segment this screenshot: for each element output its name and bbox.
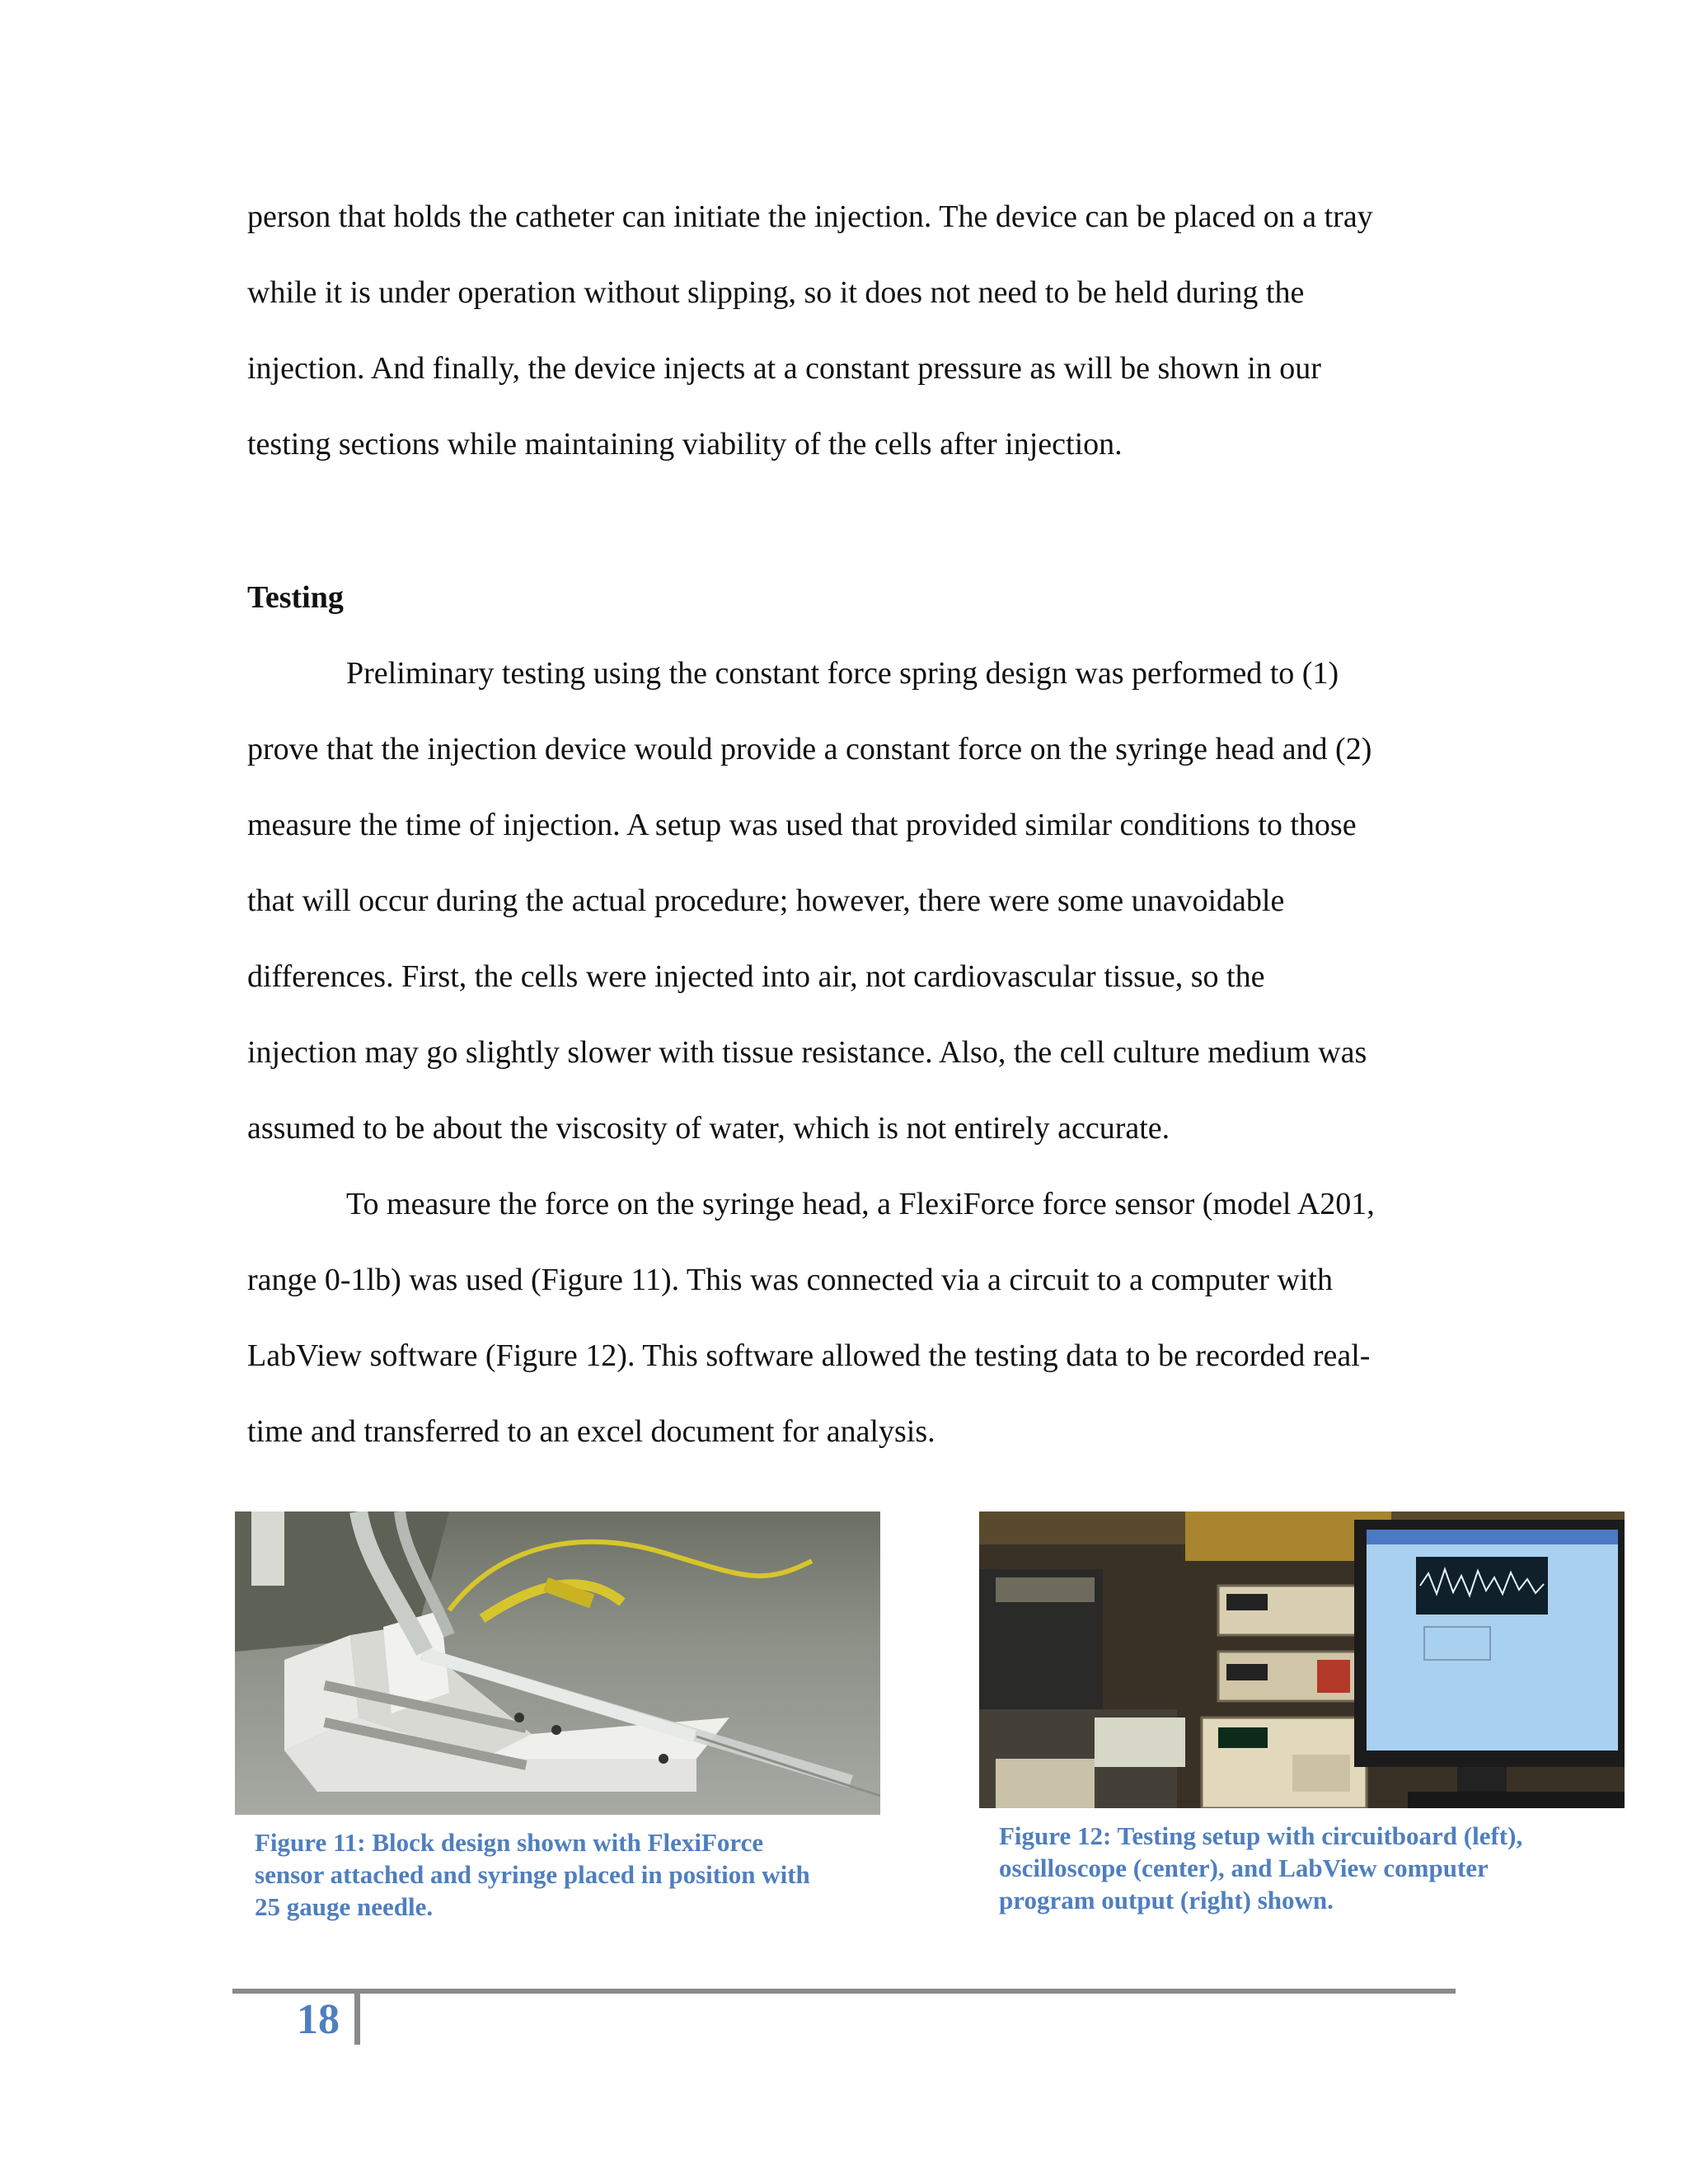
caption-line: 25 gauge needle.	[255, 1892, 434, 1921]
caption-line: Figure 12: Testing setup with circuitboard (left),	[999, 1821, 1523, 1850]
text-line: assumed to be about the viscosity of water, which is not entirely accurate.	[247, 1111, 1170, 1146]
footer-divider	[354, 1994, 360, 2045]
caption-line: Figure 11: Block design shown with FlexiForce	[255, 1828, 764, 1857]
text-line: testing sections while maintaining viability of the cells after injection.	[247, 427, 1123, 462]
footer-rule	[232, 1989, 1456, 1994]
page-number: 18	[297, 1996, 340, 2043]
text-line: measure the time of injection. A setup was used that provided similar conditions to those	[247, 808, 1357, 842]
text-line: range 0-1lb) was used (Figure 11). This was connected via a circuit to a computer with	[247, 1263, 1333, 1297]
figure-12-photo	[979, 1511, 1625, 1808]
text-line: person that holds the catheter can initiate the injection. The device can be placed on a tray	[247, 199, 1373, 234]
text-line: LabView software (Figure 12). This software allowed the testing data to be recorded real-	[247, 1338, 1371, 1373]
text-line: injection may go slightly slower with tissue resistance. Also, the cell culture medium was	[247, 1035, 1367, 1070]
caption-line: program output (right) shown.	[999, 1886, 1334, 1915]
testing-setup-illustration	[979, 1511, 1625, 1808]
text-line: To measure the force on the syringe head, a FlexiForce force sensor (model A201,	[346, 1187, 1375, 1221]
figure-11-photo	[235, 1511, 880, 1815]
section-heading: Testing	[247, 580, 344, 615]
figure-12-caption	[999, 1820, 1522, 1916]
text-line: differences. First, the cells were injected into air, not cardiovascular tissue, so the	[247, 959, 1265, 994]
text-line: while it is under operation without slipping, so it does not need to be held during the	[247, 275, 1305, 310]
caption-line: sensor attached and syringe placed in position with	[255, 1860, 810, 1889]
injection-device-illustration	[235, 1511, 880, 1815]
text-line: time and transferred to an excel document for analysis.	[247, 1414, 935, 1449]
text-line: that will occur during the actual procedure; however, there were some unavoidable	[247, 883, 1285, 918]
figure-11-caption	[255, 1826, 810, 1923]
text-line: injection. And finally, the device injects at a constant pressure as will be shown in our	[247, 351, 1321, 386]
text-line: prove that the injection device would provide a constant force on the syringe head and (2)	[247, 732, 1372, 766]
caption-line: oscilloscope (center), and LabView computer	[999, 1854, 1489, 1882]
text-line: Preliminary testing using the constant force spring design was performed to (1)	[346, 656, 1339, 691]
